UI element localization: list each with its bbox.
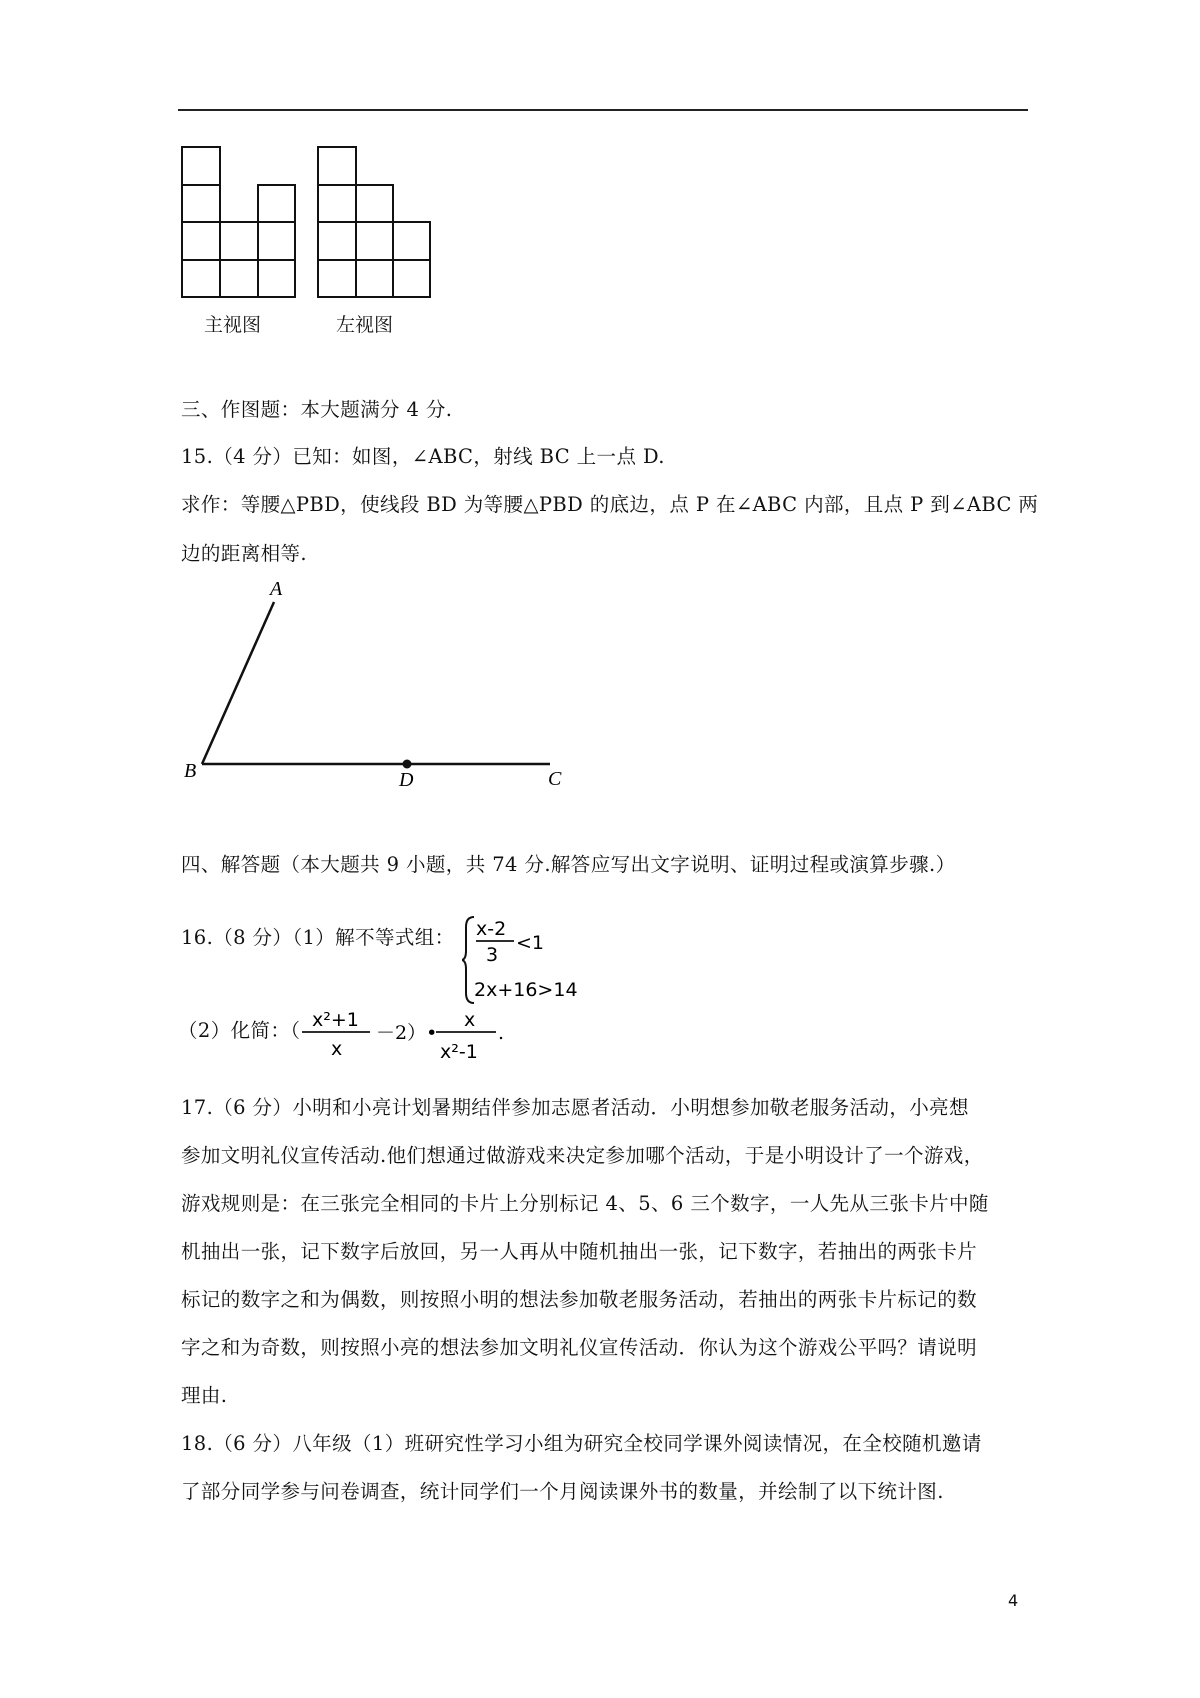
ineq1-numerator: x-2	[476, 918, 507, 940]
q18-line: 了部分同学参与问卷调查，统计同学们一个月阅读课外书的数量，并绘制了以下统计图.	[181, 1480, 944, 1503]
ray-ba	[202, 602, 274, 764]
label-c: C	[548, 768, 562, 790]
q17-line: 字之和为奇数，则按照小亮的想法参加文明礼仪宣传活动．你认为这个游戏公平吗？请说明	[181, 1336, 978, 1359]
ineq2: 2x+16>14	[474, 979, 578, 1001]
ineq1-rhs: <1	[516, 932, 545, 954]
page-number: 4	[1008, 1591, 1019, 1610]
simplify-expression-svg	[298, 1000, 518, 1070]
view-grids	[178, 145, 438, 300]
minus-two: －2）•	[376, 1022, 438, 1044]
q17-line: 17.（6 分）小明和小亮计划暑期结伴参加志愿者活动．小明想参加敬老服务活动，小亮想	[181, 1096, 969, 1119]
q17-line: 机抽出一张，记下数字后放回，另一人再从中随机抽出一张，记下数字，若抽出的两张卡片	[181, 1240, 978, 1263]
q17-line: 游戏规则是：在三张完全相同的卡片上分别标记 4、5、6 三个数字，一人先从三张卡片中随	[181, 1192, 989, 1215]
front-view-label: 主视图	[204, 314, 262, 336]
angle-abc-figure	[180, 575, 580, 799]
q17-line: 参加文明礼仪宣传活动.他们想通过做游戏来决定参加哪个活动，于是小明设计了一个游戏，	[181, 1144, 984, 1167]
section3-heading: 三、作图题：本大题满分 4 分.	[181, 398, 453, 421]
left-view-grid	[318, 147, 430, 297]
label-d: D	[399, 769, 414, 791]
expression-end: .	[498, 1022, 505, 1044]
angle-diagram	[180, 575, 580, 795]
q16-part2: （2）化简：（	[178, 1019, 301, 1042]
point-d	[403, 760, 412, 769]
frac1-denominator: x	[331, 1038, 343, 1060]
frac2-numerator: x	[464, 1009, 476, 1031]
left-view-label: 左视图	[336, 314, 394, 336]
q17-line: 标记的数字之和为偶数，则按照小明的想法参加敬老服务活动，若抽出的两张卡片标记的数	[181, 1288, 978, 1311]
frac1-numerator: x²+1	[312, 1009, 359, 1031]
q16-part1: 16.（8 分）（1）解不等式组：	[181, 926, 455, 949]
frac2-denominator: x²-1	[440, 1041, 478, 1063]
label-a: A	[270, 578, 283, 600]
q15-line3: 边的距离相等.	[181, 542, 307, 565]
inequality-system-svg	[462, 915, 602, 1005]
header-rule	[178, 109, 1028, 111]
front-view-grid	[182, 147, 295, 297]
inequality-system	[462, 915, 602, 1009]
simplify-expression	[298, 1000, 518, 1074]
q15-line2: 求作：等腰△PBD，使线段 BD 为等腰△PBD 的底边，点 P 在∠ABC 内部，且点 P 到∠ABC 两	[181, 493, 1039, 516]
q17-line: 理由.	[181, 1384, 228, 1407]
q15-line1: 15.（4 分）已知：如图，∠ABC，射线 BC 上一点 D.	[181, 445, 665, 468]
left-brace	[462, 917, 474, 1003]
q18-line: 18.（6 分）八年级（1）班研究性学习小组为研究全校同学课外阅读情况，在全校随机邀请	[181, 1432, 982, 1455]
section4-heading: 四、解答题（本大题共 9 小题，共 74 分.解答应写出文字说明、证明过程或演算步骤.）	[181, 853, 956, 876]
three-view-figures	[178, 145, 438, 336]
label-b: B	[184, 760, 197, 782]
ineq1-denominator: 3	[486, 944, 499, 966]
